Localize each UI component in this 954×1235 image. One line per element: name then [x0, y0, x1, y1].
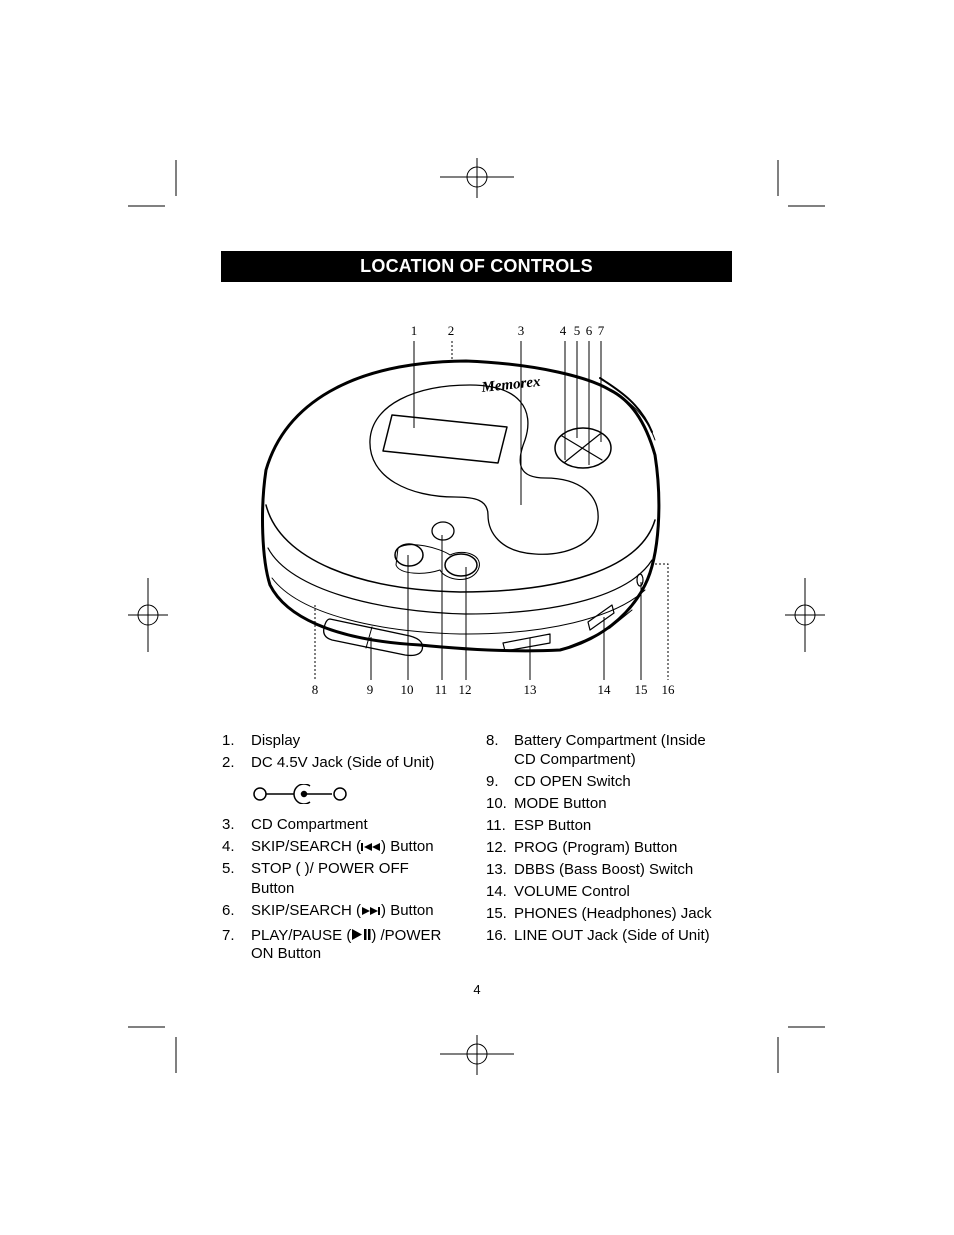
callout-1: 1 [410, 323, 418, 338]
lcd-display [383, 415, 507, 463]
skip-forward-icon [361, 906, 381, 916]
prog-button-shape [445, 554, 477, 576]
phones-jack-shape [637, 574, 643, 586]
callout-6: 6 [585, 323, 593, 338]
skip-back-icon [361, 842, 381, 852]
player-body-outline [263, 361, 659, 651]
callout-2: 2 [447, 323, 455, 338]
callout-5: 5 [573, 323, 581, 338]
play-pause-icon [351, 928, 371, 941]
mode-button-shape [395, 544, 423, 566]
callout-16: 16 [661, 682, 675, 697]
callout-3: 3 [517, 323, 525, 338]
callout-9: 9 [366, 682, 374, 697]
lid-edge [266, 505, 655, 592]
callout-12: 12 [458, 682, 472, 697]
page-number: 4 [473, 982, 481, 997]
callout-7: 7 [597, 323, 605, 338]
memorex-logo: Memorex [480, 373, 542, 396]
esp-button-shape [432, 522, 454, 540]
callout-13: 13 [523, 682, 537, 697]
callout-14: 14 [597, 682, 611, 697]
dbbs-switch-shape [503, 634, 550, 651]
display-recess [370, 385, 598, 554]
dc-polarity-icon [252, 784, 352, 804]
callout-8: 8 [311, 682, 319, 697]
callout-15: 15 [634, 682, 648, 697]
page-title: LOCATION OF CONTROLS [360, 256, 593, 276]
lid-rim [268, 548, 652, 614]
callout-11: 11 [434, 682, 448, 697]
callout-10: 10 [400, 682, 414, 697]
callout-4: 4 [559, 323, 567, 338]
